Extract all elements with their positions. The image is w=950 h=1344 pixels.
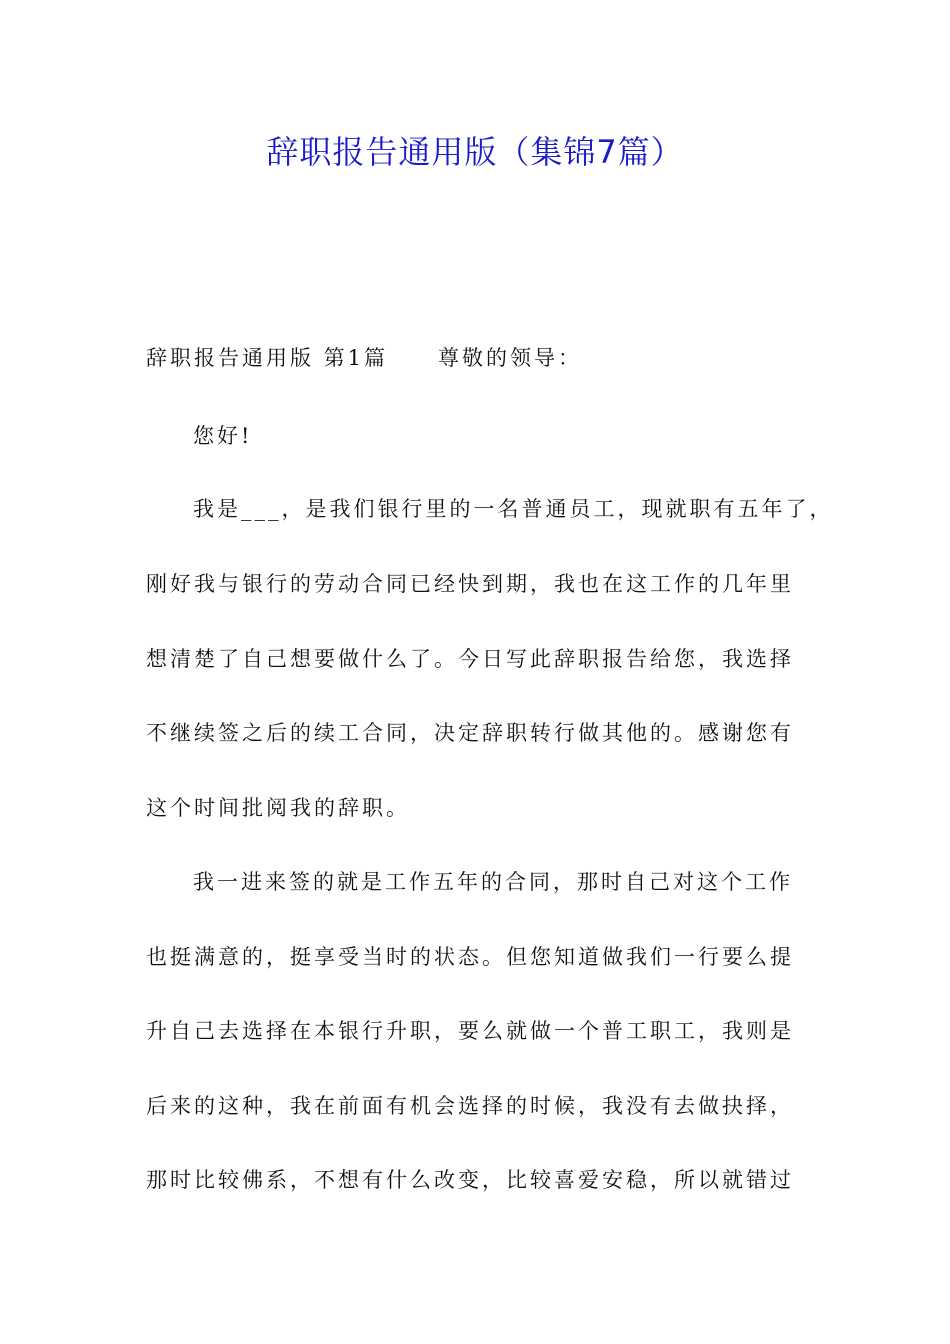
document-title: 辞职报告通用版（集锦7篇）	[266, 133, 684, 171]
paragraph-line: 我是___，是我们银行里的一名普通员工，现就职有五年了，	[193, 497, 834, 521]
paragraph-line: 这个时间批阅我的辞职。	[146, 796, 410, 820]
paragraph-line: 刚好我与银行的劳动合同已经快到期，我也在这工作的几年里	[146, 572, 794, 596]
paragraph-line: 那时比较佛系，不想有什么改变，比较喜爱安稳，所以就错过	[146, 1168, 794, 1192]
paragraph-line: 不继续签之后的续工合同，决定辞职转行做其他的。感谢您有	[146, 721, 794, 745]
paragraph-line: 升自己去选择在本银行升职，要么就做一个普工职工，我则是	[146, 1019, 794, 1043]
heading-line	[146, 343, 582, 373]
paragraph-line: 想清楚了自己想要做什么了。今日写此辞职报告给您，我选择	[146, 647, 794, 671]
paragraph-line: 我一进来签的就是工作五年的合同，那时自己对这个工作	[193, 870, 793, 894]
paragraph-line: 后来的这种，我在前面有机会选择的时候，我没有去做抉择，	[146, 1094, 794, 1118]
greeting: 您好!	[193, 424, 253, 448]
section-heading: 辞职报告通用版 第1篇	[146, 346, 389, 370]
paragraph-line: 也挺满意的，挺享受当时的状态。但您知道做我们一行要么提	[146, 945, 794, 969]
salutation: 尊敬的领导：	[438, 346, 583, 370]
